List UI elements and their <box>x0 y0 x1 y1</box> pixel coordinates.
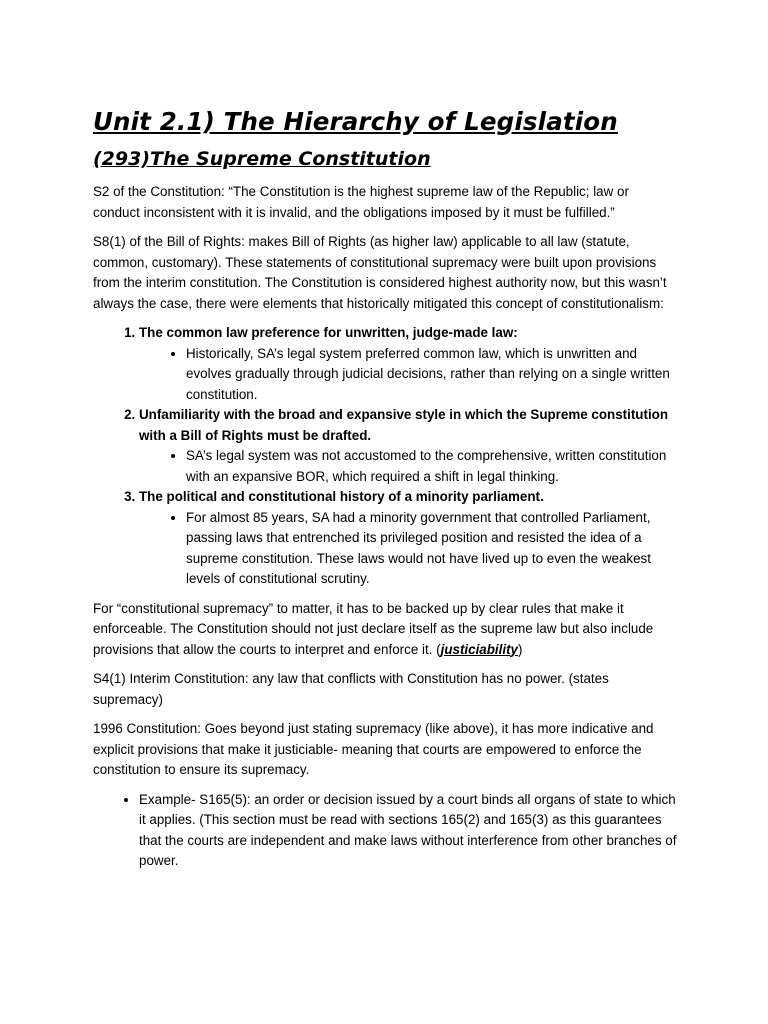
paragraph-s8: S8(1) of the Bill of Rights: makes Bill of Rights (as higher law) applicable to all law (statute, common, customary). These statements of constitutional supremacy were built upon provisions from the interim constitution. The Constitution is considered highest authority now, but this wasn’t always the case, there were elements that historically mitigated this concept of constitutionalism: <box>93 234 667 311</box>
paragraph-supremacy <box>93 599 678 661</box>
list-item <box>139 405 678 487</box>
list-item-heading: The common law preference for unwritten, judge-made law: <box>139 325 518 340</box>
list-item <box>139 487 678 590</box>
list-item-heading: Unfamiliarity with the broad and expansive style in which the Supreme constitution with a Bill of Rights must be drafted. <box>139 407 669 443</box>
paragraph-s4: S4(1) Interim Constitution: any law that conflicts with Constitution has no power. (states supremacy) <box>93 671 609 707</box>
example-item: • Example- S165(5): an order or decision issued by a court binds all organs of state to which it applies. (This section must be read with sections 165(2) and 165(3) as this guarantees that the courts are independent and make laws without interference from other branches of power. <box>139 790 678 872</box>
list-item <box>139 323 678 405</box>
list-item-bullet: • Historically, SA’s legal system preferred common law, which is unwritten and evolves gradually through judicial decisions, rather than relying on a single written constitution. <box>186 344 678 406</box>
list-item-heading: The political and constitutional history of a minority parliament. <box>139 489 544 504</box>
section-heading: (293)The Supreme Constitution <box>93 148 431 170</box>
list-item-bullet: • SA’s legal system was not accustomed to the comprehensive, written constitution with an expansive BOR, which required a shift in legal thinking. <box>186 446 678 487</box>
paragraph-supremacy-close: ) <box>517 641 523 657</box>
list-item-bullet: • For almost 85 years, SA had a minority government that controlled Parliament, passing laws that entrenched its privileged position and resisted the idea of a supreme constitution. These laws would not have lived up to even the weakest levels of constitutional scrutiny. <box>186 508 678 590</box>
paragraph-s2: S2 of the Constitution: “The Constitution is the highest supreme law of the Republic; law or conduct inconsistent with it is invalid, and the obligations imposed by it must be fulfilled.” <box>93 184 629 220</box>
justiciability-term: justiciability <box>440 641 518 657</box>
paragraph-supremacy-text: For “constitutional supremacy” to matter, it has to be backed up by clear rules that make it enforceable. The Constitution should not just declare itself as the supreme law but also include provisions that allow the courts to interpret and enforce it. ( <box>93 600 654 657</box>
paragraph-1996: 1996 Constitution: Goes beyond just stating supremacy (like above), it has more indicative and explicit provisions that make it justiciable- meaning that courts are empowered to enforce the constitution to ensure its supremacy. <box>93 721 654 777</box>
mitigating-factors-list <box>93 323 678 590</box>
page-title: Unit 2.1) The Hierarchy of Legislation <box>93 107 618 136</box>
example-list <box>93 790 678 872</box>
